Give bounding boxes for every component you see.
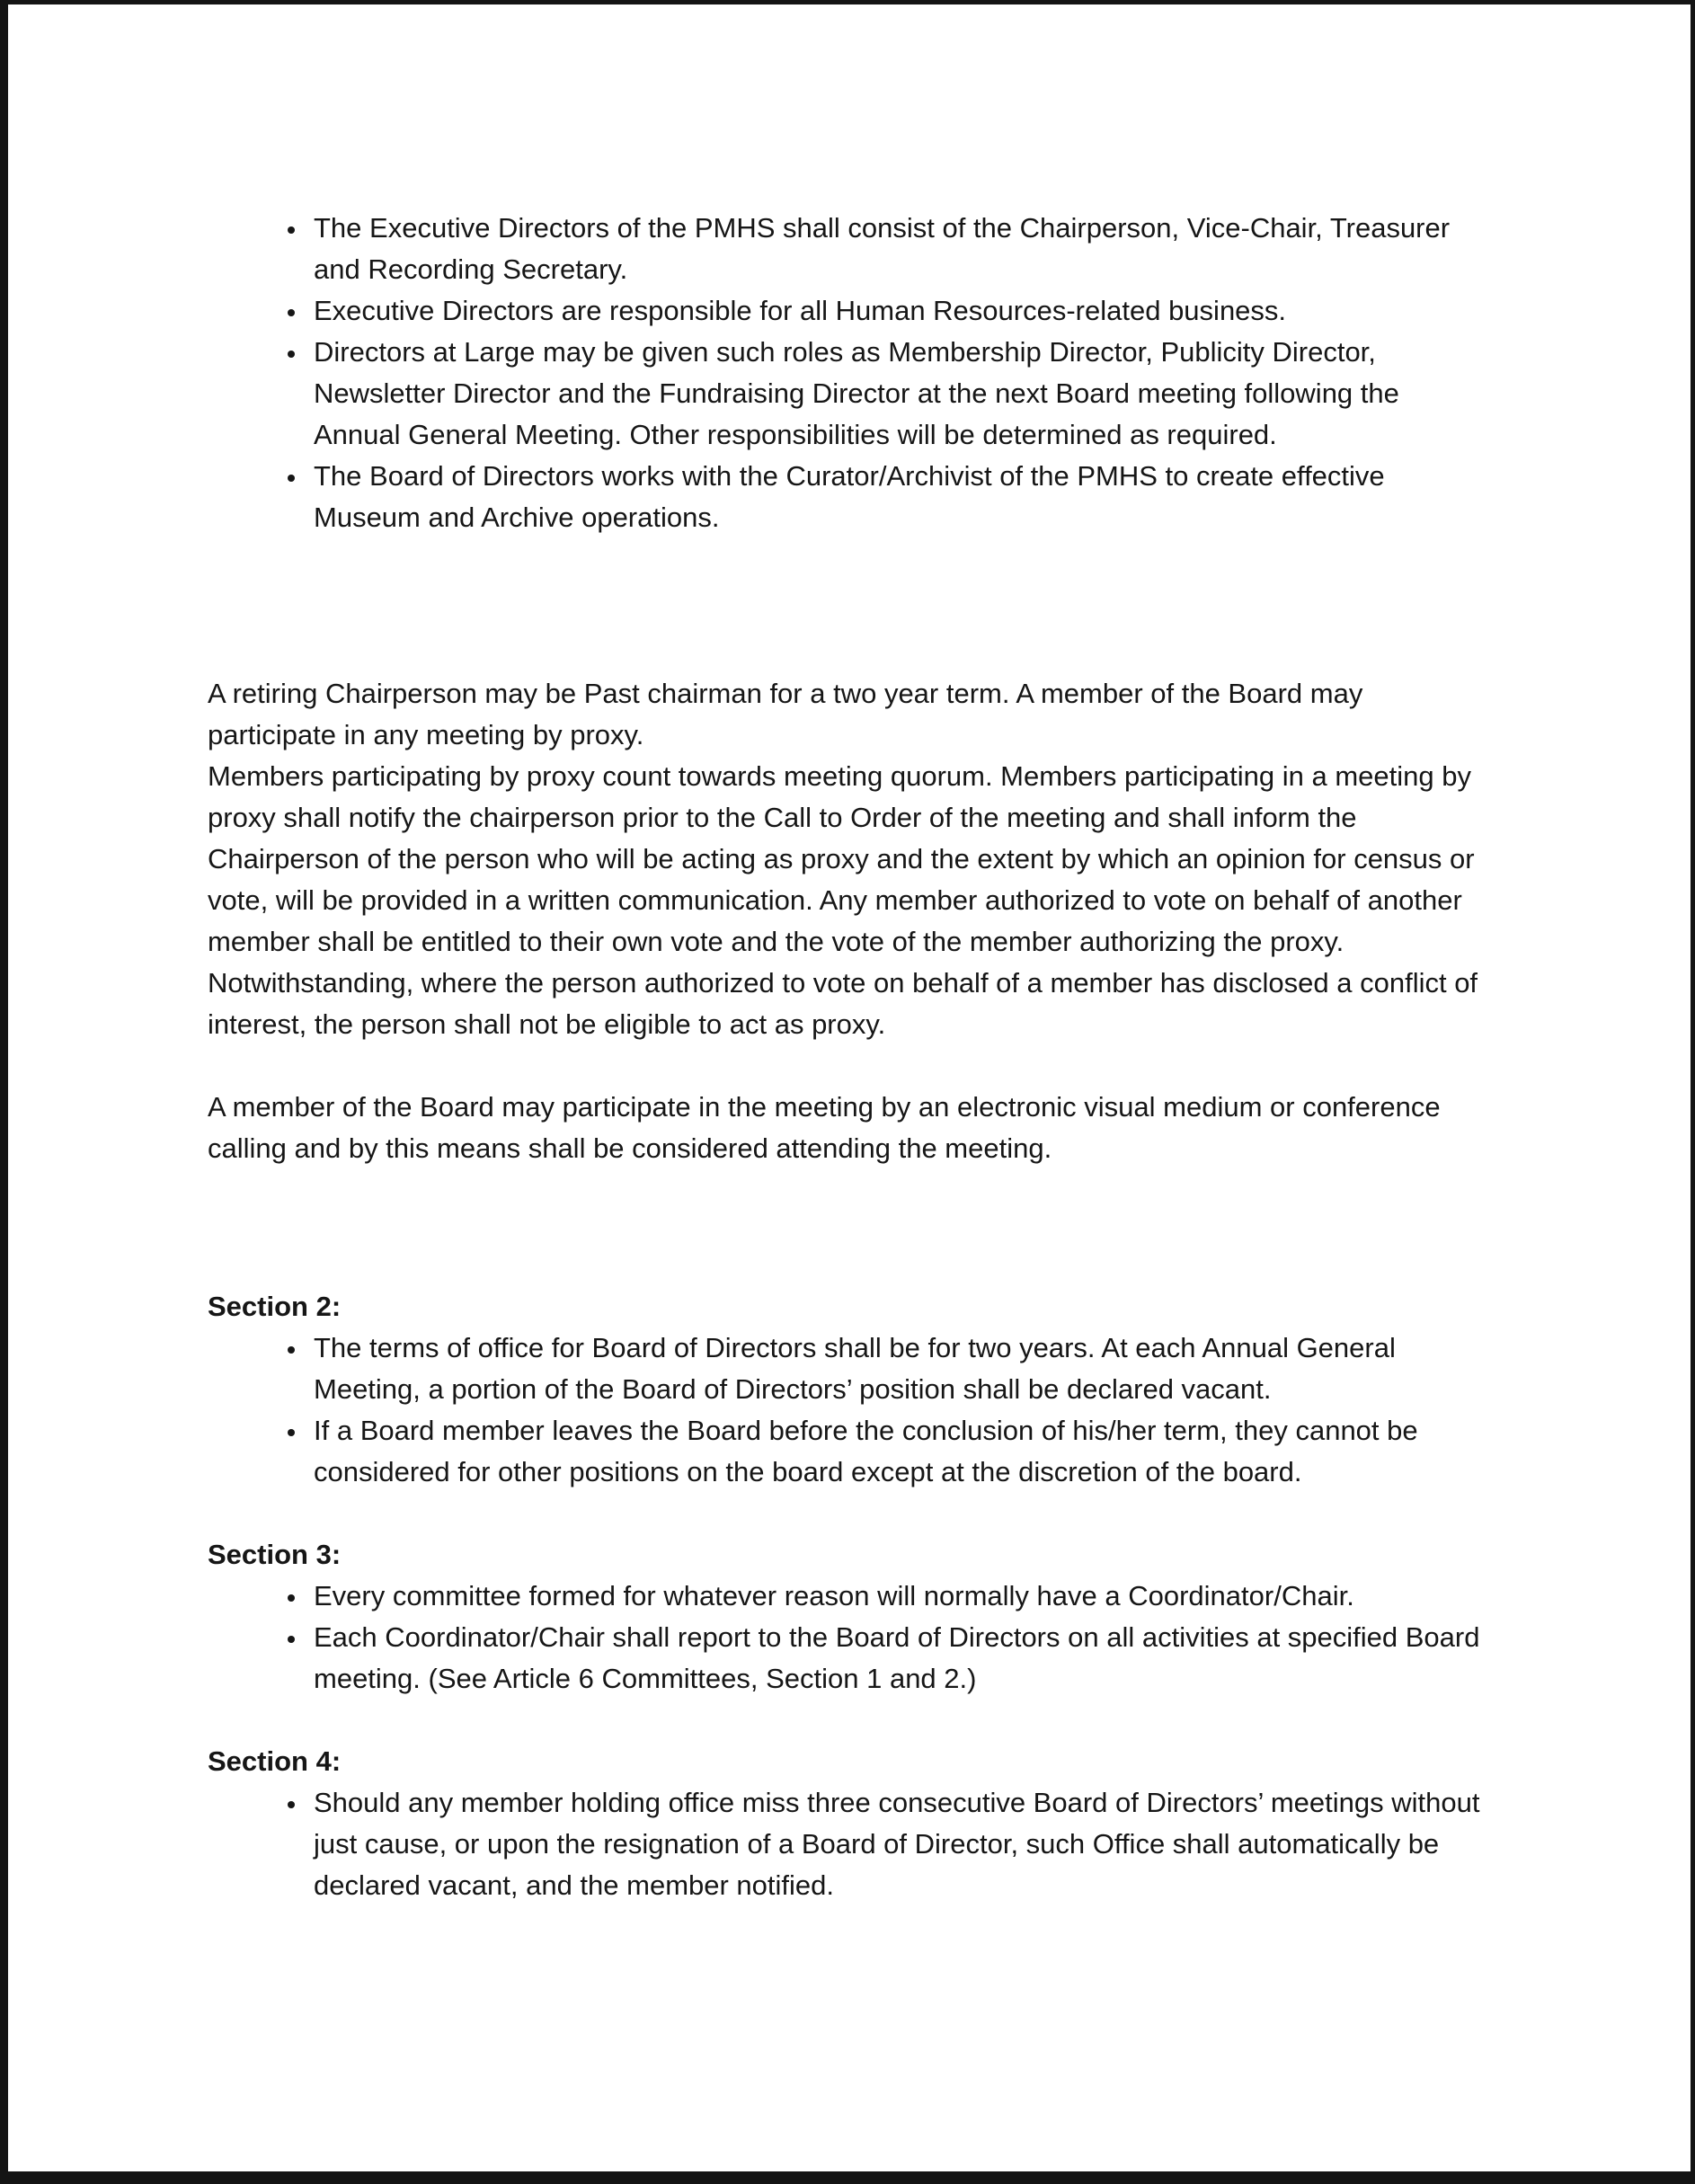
section-4-heading: Section 4:: [208, 1745, 342, 1777]
paragraph-proxy-intro: A retiring Chairperson may be Past chairman for a two year term. A member of the Board may participate in any meeting by proxy.: [208, 678, 1363, 750]
bullet-item: • Every committee formed for whatever reason will normally have a Coordinator/Chair.: [308, 1576, 1491, 1617]
intro-bullet-list: [208, 208, 1491, 538]
section-2-bullet-list: [208, 1327, 1491, 1493]
bullet-item: • Executive Directors are responsible for all Human Resources-related business.: [308, 290, 1491, 332]
bullet-item: • The Executive Directors of the PMHS shall consist of the Chairperson, Vice-Chair, Treasurer and Recording Secretary.: [308, 208, 1491, 290]
bullet-item: • Should any member holding office miss three consecutive Board of Directors’ meetings without just cause, or upon the resignation of a Board of Director, such Office shall automatically be declared vacant, and the member notified.: [308, 1782, 1491, 1906]
section-3-bullet-list: [208, 1576, 1491, 1700]
paragraph-proxy-rules: Members participating by proxy count towards meeting quorum. Members participating in a meeting by proxy shall notify the chairperson prior to the Call to Order of the meeting and shall inform the Chairperson of the person who will be acting as proxy and the extent by which an opinion for census or vote, will be provided in a written communication. Any member authorized to vote on behalf of another member shall be entitled to their own vote and the vote of the member authorizing the proxy. Notwithstanding, where the person authorized to vote on behalf of a member has disclosed a conflict of interest, the person shall not be eligible to act as proxy.: [208, 760, 1478, 1040]
section-2-heading: Section 2:: [208, 1291, 342, 1322]
bullet-item: • The terms of office for Board of Directors shall be for two years. At each Annual General Meeting, a portion of the Board of Directors’ position shall be declared vacant.: [308, 1327, 1491, 1410]
bullet-item: • The Board of Directors works with the Curator/Archivist of the PMHS to create effective Museum and Archive operations.: [308, 456, 1491, 538]
bullet-item: • If a Board member leaves the Board before the conclusion of his/her term, they cannot be considered for other positions on the board except at the discretion of the board.: [308, 1410, 1491, 1493]
bullet-item: • Directors at Large may be given such roles as Membership Director, Publicity Director, Newsletter Director and the Fundraising Director at the next Board meeting following the Annual General Meeting. Other responsibilities will be determined as required.: [308, 332, 1491, 456]
section-4-bullet-list: [208, 1782, 1491, 1906]
section-3-heading: Section 3:: [208, 1539, 342, 1570]
bullet-item: • Each Coordinator/Chair shall report to the Board of Directors on all activities at specified Board meeting. (See Article 6 Committees, Section 1 and 2.): [308, 1617, 1491, 1700]
document-content: [8, 4, 1691, 2171]
paragraph-electronic-participation: A member of the Board may participate in the meeting by an electronic visual medium or conference calling and by this means shall be considered attending the meeting.: [208, 1091, 1441, 1164]
